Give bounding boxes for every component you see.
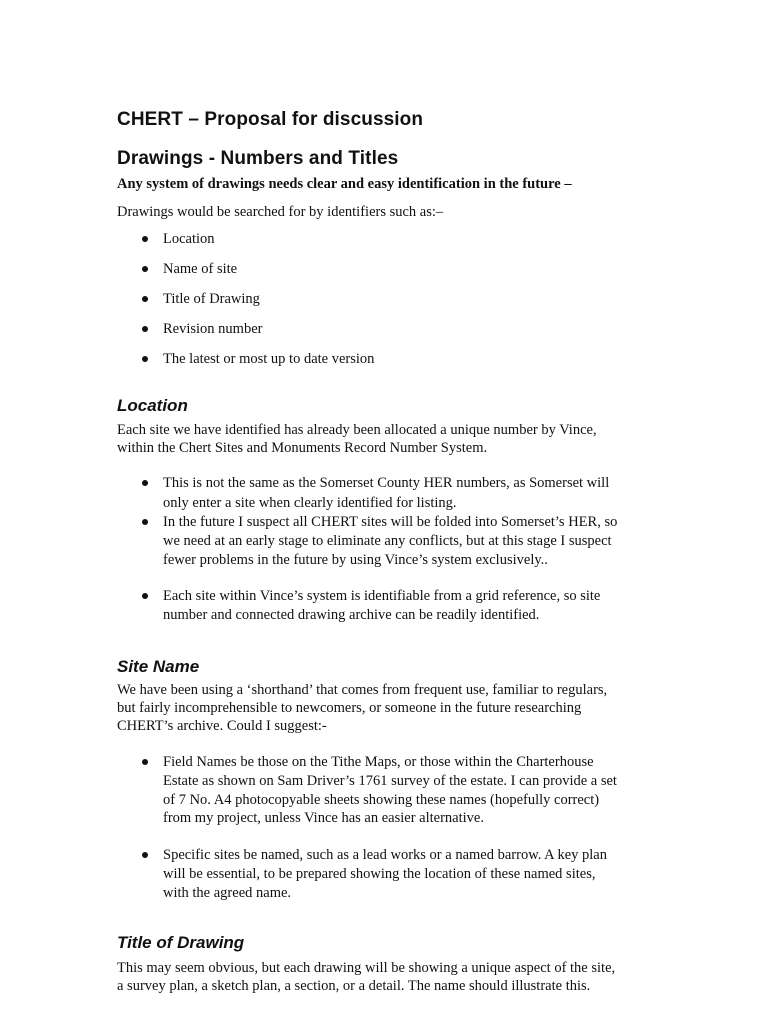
bullet-icon [142,759,148,765]
paragraph-line: We have been using a ‘shorthand’ that comes from frequent use, familiar to regulars, [117,682,608,698]
bullet-icon [142,356,148,362]
bullet-icon [142,852,148,858]
list-item-line: In the future I suspect all CHERT sites will be folded into Somerset’s HER, so [163,514,618,530]
section-heading-title-of-drawing: Title of Drawing [117,933,245,952]
bullet-icon [142,480,148,486]
section-heading-site-name: Site Name [117,657,200,676]
list-item-line: Field Names be those on the Tithe Maps, or those within the Charterhouse [163,754,594,770]
document-subtitle: Drawings - Numbers and Titles [117,148,399,169]
paragraph-line: within the Chert Sites and Monuments Record Number System. [117,440,488,456]
list-item-line: only enter a site when clearly identified for listing. [163,495,457,511]
list-item-line: Estate as shown on Sam Driver’s 1761 survey of the estate. I can provide a set [163,773,617,789]
intro-text: Drawings would be searched for by identifiers such as:– [117,204,444,220]
document-title: CHERT – Proposal for discussion [117,109,424,130]
paragraph-line: a survey plan, a sketch plan, a section, or a detail. The name should illustrate this. [117,978,591,994]
list-item-line: Specific sites be named, such as a lead works or a named barrow. A key plan [163,847,607,863]
bullet-icon [142,519,148,525]
paragraph-line: but fairly incomprehensible to newcomers, or someone in the future researching [117,700,582,716]
list-item-line: with the agreed name. [163,885,292,901]
paragraph-line: This may seem obvious, but each drawing will be showing a unique aspect of the site, [117,960,616,976]
list-item: The latest or most up to date version [163,351,375,367]
section-heading-location: Location [117,396,188,415]
bullet-icon [142,236,148,242]
list-item: Title of Drawing [163,291,260,307]
bullet-icon [142,296,148,302]
list-item-line: of 7 No. A4 photocopyable sheets showing these names (hopefully correct) [163,792,600,808]
list-item: Name of site [163,261,238,277]
bullet-icon [142,593,148,599]
list-item-line: fewer problems in the future by using Vince’s system exclusively.. [163,552,548,568]
paragraph-line: Each site we have identified has already been allocated a unique number by Vince, [117,422,597,438]
list-item-line: This is not the same as the Somerset County HER numbers, as Somerset will [163,475,610,491]
bullet-icon [142,326,148,332]
intro-bold-text: Any system of drawings needs clear and easy identification in the future – [117,176,572,192]
list-item: Revision number [163,321,263,337]
list-item-line: will be essential, to be prepared showing the location of these named sites, [163,866,596,882]
list-item-line: we need at an early stage to eliminate any conflicts, but at this stage I suspect [163,533,612,549]
list-item-line: from my project, unless Vince has an easier alternative. [163,810,484,826]
list-item: Location [163,231,215,247]
bullet-icon [142,266,148,272]
list-item-line: number and connected drawing archive can be readily identified. [163,607,540,623]
list-item-line: Each site within Vince’s system is identifiable from a grid reference, so site [163,588,601,604]
paragraph-line: CHERT’s archive. Could I suggest:- [117,718,327,734]
